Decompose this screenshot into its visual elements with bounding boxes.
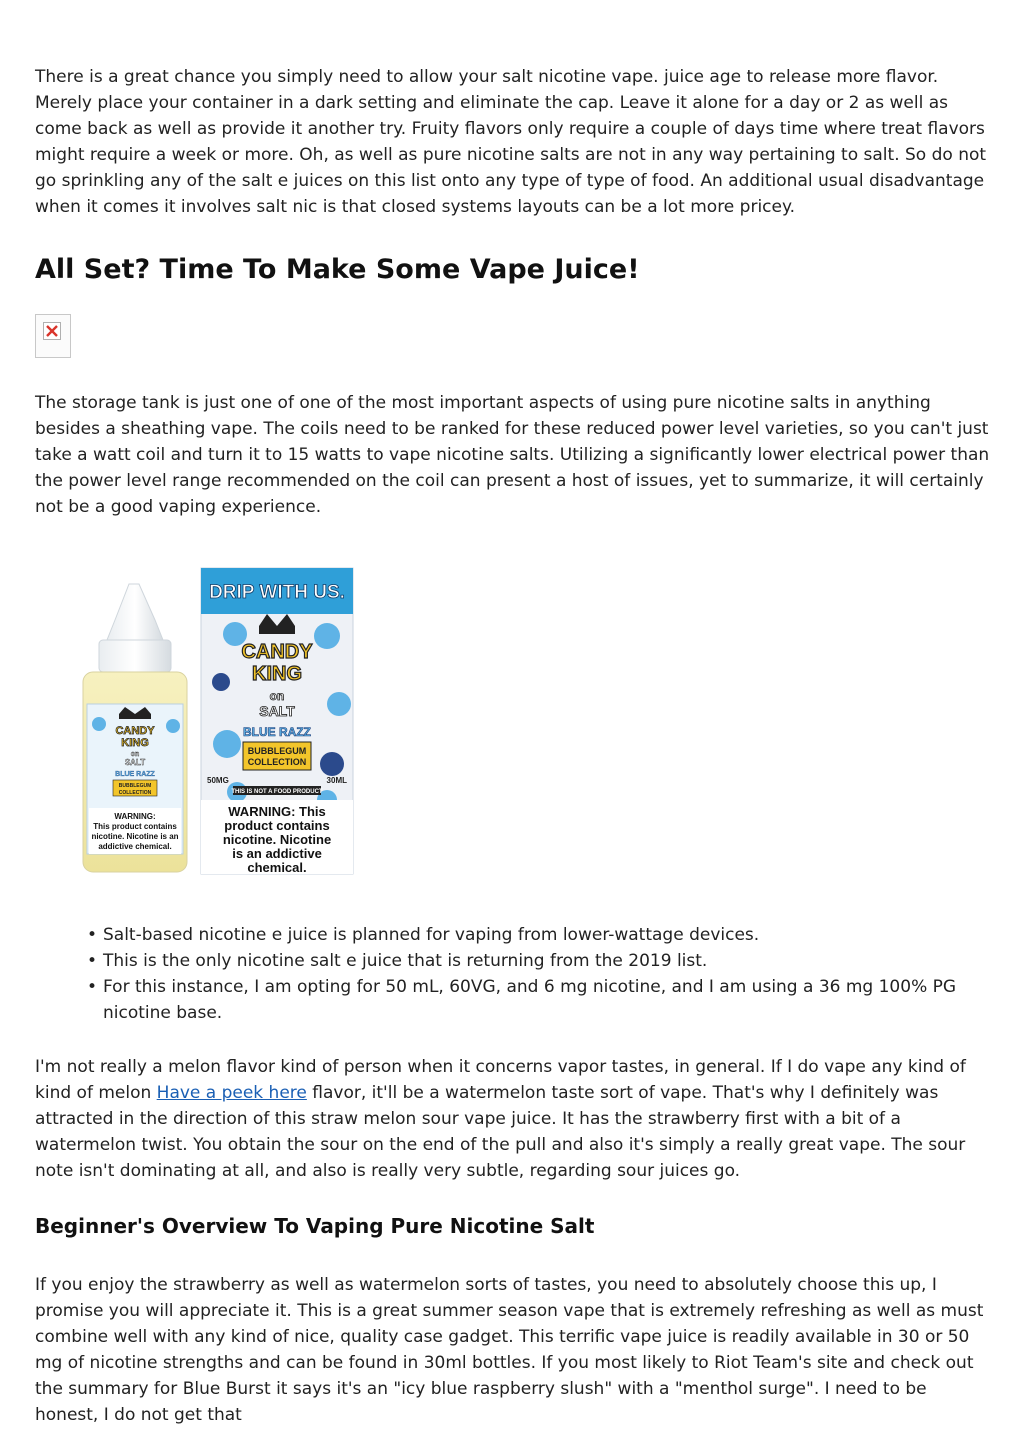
- bottle-warning-2: This product contains: [93, 822, 177, 831]
- box-warning-2: product contains: [224, 818, 330, 833]
- box-flavor: BLUE RAZZ: [243, 725, 311, 739]
- box-warning-1: WARNING: This: [228, 804, 326, 819]
- box-brand-line2: KING: [252, 663, 302, 685]
- bullet-list: [85, 922, 985, 1026]
- paragraph-strawberry: If you enjoy the strawberry as well as watermelon sorts of tastes, you need to absolutely choose this up, I promise you will appreciate it. This is a great summer season vape that is extremely refreshing as well as must combine well with any kind of nice, quality case gadget. This terrific vape juice is readily available in 30 or 50 mg of nicotine strengths and can be found in 30ml bottles. If you most likely to Riot Team's site and check out the summary for Blue Burst it says it's an "icy blue raspberry slush" with a "menthol surge". I need to be honest, I do not get that: [35, 1275, 984, 1425]
- paragraph-storage-tank: The storage tank is just one of one of the most important aspects of using pure nicotine salts in anything besides a sheathing vape. The coils need to be ranked for these reduced power level varieties, so you can't just take a watt coil and turn it to 15 watts to vape nicotine salts. Utilizing a significantly lower electrical power than the power level range recommended on the coil can present a host of issues, yet to summarize, it will certainly not be a good vaping experience.: [35, 393, 990, 517]
- box-warning-5: chemical.: [247, 860, 307, 875]
- box-warning-4: is an addictive: [232, 846, 322, 861]
- bottle-warning-1: WARNING:: [114, 812, 156, 821]
- broken-image-icon: [43, 322, 61, 340]
- heading-all-set: All Set? Time To Make Some Vape Juice!: [35, 254, 640, 285]
- bottle-brand-line2: KING: [121, 737, 149, 749]
- bottle-collection-line1: BUBBLEGUM: [118, 783, 152, 789]
- have-a-peek-link[interactable]: Have a peek here: [156, 1083, 307, 1103]
- product-bottle: [83, 584, 187, 872]
- box-collection-line2: COLLECTION: [247, 757, 307, 767]
- bottle-salt: SALT: [124, 758, 146, 767]
- box-collection-line1: BUBBLEGUM: [247, 746, 307, 756]
- bottle-brand-line1: CANDY: [115, 725, 155, 737]
- box-salt: SALT: [259, 703, 295, 719]
- box-warning-3: nicotine. Nicotine: [222, 832, 332, 847]
- bottle-collection-line2: COLLECTION: [118, 790, 152, 796]
- box-strength: 50MG: [207, 776, 229, 785]
- paragraph-intro: There is a great chance you simply need to allow your salt nicotine vape. juice age to release more flavor. Merely place your container in a dark setting and eliminate the cap. Leave it alone for a day or 2 as well as come back as well as provide it another try. Fruity flavors only require a couple of days time where treat flavors might require a week or more. Oh, as well as pure nicotine salts are not in any way pertaining to salt. So do not go sprinkling any of the salt e juices on this list onto any type of type of food. An additional usual disadvantage when it comes it involves salt nic is that closed systems layouts can be a lot more pricey.: [35, 67, 987, 217]
- box-not-food: THIS IS NOT A FOOD PRODUCT: [231, 789, 323, 795]
- product-image: [47, 564, 367, 884]
- bottle-on: on: [130, 751, 140, 758]
- bottle-flavor: BLUE RAZZ: [115, 771, 155, 778]
- paragraph-melon: [35, 1054, 995, 1184]
- bottle-warning-3: nicotine. Nicotine is an: [91, 832, 179, 841]
- box-top-label: DRIP WITH US.: [209, 582, 345, 603]
- paragraph-melon-text-after: flavor, it'll be a watermelon taste sort of vape. That's why I definitely was attracted in the direction of this straw melon sour vape juice. It has the strawberry first with a bit of a watermelon twist. You obtain the sour on the end of the pull and also it's simply a really great vape. The sour note isn't dominating at all, and also is really very subtle, regarding sour juices go.: [35, 1083, 966, 1181]
- product-box: [201, 568, 353, 875]
- box-volume: 30ML: [326, 776, 347, 785]
- list-item: • This is the only nicotine salt e juice that is returning from the 2019 list.: [85, 948, 985, 974]
- box-brand-line1: CANDY: [241, 641, 313, 663]
- list-item: • Salt-based nicotine e juice is planned for vaping from lower-wattage devices.: [85, 922, 985, 948]
- paragraph-melon-text-before: I'm not really a melon flavor kind of person when it concerns vapor tastes, in general. If I do vape any kind of kind of melon: [35, 1057, 966, 1103]
- heading-beginners-overview: Beginner's Overview To Vaping Pure Nicotine Salt: [35, 1214, 595, 1238]
- broken-image: [35, 314, 71, 358]
- bottle-warning-4: addictive chemical.: [98, 842, 172, 851]
- list-item: • For this instance, I am opting for 50 mL, 60VG, and 6 mg nicotine, and I am using a 36 mg 100% PG nicotine base.: [85, 974, 985, 1026]
- box-on: on: [269, 689, 285, 703]
